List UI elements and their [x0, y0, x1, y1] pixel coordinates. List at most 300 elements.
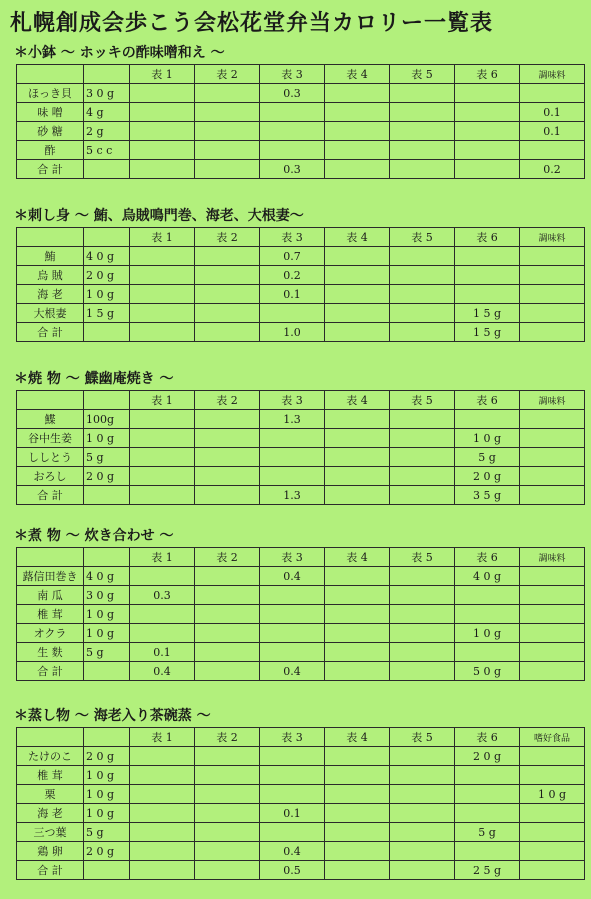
column-header: [84, 728, 130, 747]
table-cell: 0.3: [260, 84, 325, 103]
table-cell: [130, 842, 195, 861]
table-cell: [520, 84, 585, 103]
column-header: 嗜好食品: [520, 728, 585, 747]
table-cell: 0.4: [260, 842, 325, 861]
table-cell: [130, 103, 195, 122]
table-row: [17, 304, 585, 323]
table-cell: [520, 247, 585, 266]
column-header: 表 2: [195, 728, 260, 747]
section-title: ＊刺し身 〜 鮪、烏賊鳴門巻、海老、大根妻〜: [14, 208, 304, 224]
table-cell: [325, 766, 390, 785]
table-row: [17, 429, 585, 448]
ingredient-name: ししとう: [17, 448, 84, 467]
table-row: [17, 448, 585, 467]
column-header: 表 6: [455, 65, 520, 84]
table-cell: [390, 122, 455, 141]
table-cell: [260, 448, 325, 467]
column-header: 表 5: [390, 65, 455, 84]
table-cell: [325, 323, 390, 342]
table-cell: [520, 448, 585, 467]
ingredient-amount: 1 0 g: [84, 285, 130, 304]
table-cell: [195, 605, 260, 624]
table-cell: [455, 122, 520, 141]
ingredient-name: 南 瓜: [17, 586, 84, 605]
table-cell: [130, 785, 195, 804]
table-cell: [130, 323, 195, 342]
ingredient-name: 鰈: [17, 410, 84, 429]
table-cell: [520, 624, 585, 643]
table-cell: 0.1: [520, 122, 585, 141]
table-cell: [390, 861, 455, 880]
table-cell: [520, 605, 585, 624]
table-cell: [520, 766, 585, 785]
ingredient-name: 烏 賊: [17, 266, 84, 285]
table-cell: [390, 766, 455, 785]
table-header-row: [17, 728, 585, 747]
table-cell: 4 0 g: [455, 567, 520, 586]
table-cell: [195, 586, 260, 605]
column-header: [17, 728, 84, 747]
table-cell: [260, 122, 325, 141]
table-cell: [260, 103, 325, 122]
table-cell: [325, 410, 390, 429]
table-cell: [325, 304, 390, 323]
ingredient-amount: 1 0 g: [84, 785, 130, 804]
table-cell: [130, 266, 195, 285]
table-cell: [390, 429, 455, 448]
table-cell: [390, 285, 455, 304]
table-cell: [195, 141, 260, 160]
table-cell: [130, 486, 195, 505]
table-cell: [195, 266, 260, 285]
column-header: 表 4: [325, 65, 390, 84]
table-cell: [520, 804, 585, 823]
table-cell: [195, 804, 260, 823]
table-cell: 2 0 g: [455, 747, 520, 766]
ingredient-amount: 1 0 g: [84, 766, 130, 785]
ingredient-name: 海 老: [17, 804, 84, 823]
table-row: [17, 785, 585, 804]
table-cell: [130, 567, 195, 586]
table-row: [17, 804, 585, 823]
ingredient-name: 合 計: [17, 662, 84, 681]
ingredient-name: 三つ葉: [17, 823, 84, 842]
column-header: 調味料: [520, 228, 585, 247]
table-cell: [325, 586, 390, 605]
ingredient-amount: [84, 662, 130, 681]
table-cell: [260, 823, 325, 842]
table-row: [17, 410, 585, 429]
table-cell: 5 g: [455, 823, 520, 842]
ingredient-name: 合 計: [17, 861, 84, 880]
table-cell: 5 0 g: [455, 662, 520, 681]
table-cell: [195, 766, 260, 785]
column-header: 表 2: [195, 391, 260, 410]
column-header: 表 2: [195, 228, 260, 247]
column-header: 表 6: [455, 728, 520, 747]
table-cell: [325, 122, 390, 141]
table-cell: 1 0 g: [455, 429, 520, 448]
table-cell: [195, 160, 260, 179]
table-cell: 0.5: [260, 861, 325, 880]
table-cell: [325, 823, 390, 842]
table-cell: [520, 662, 585, 681]
ingredient-name: 生 麩: [17, 643, 84, 662]
table-cell: [260, 643, 325, 662]
table-cell: 1 0 g: [455, 624, 520, 643]
table-cell: [455, 785, 520, 804]
table-row: [17, 266, 585, 285]
table-cell: [520, 323, 585, 342]
table-cell: [390, 160, 455, 179]
column-header: 表 4: [325, 728, 390, 747]
column-header: 表 6: [455, 548, 520, 567]
table-cell: 0.1: [520, 103, 585, 122]
column-header: 表 6: [455, 228, 520, 247]
table-cell: [455, 804, 520, 823]
table-cell: 1.3: [260, 486, 325, 505]
column-header: 表 3: [260, 728, 325, 747]
table-row: [17, 747, 585, 766]
table-cell: [520, 643, 585, 662]
ingredient-name: 海 老: [17, 285, 84, 304]
ingredient-amount: 3 0 g: [84, 586, 130, 605]
ingredient-amount: 3 0 g: [84, 84, 130, 103]
table-cell: [520, 304, 585, 323]
table-cell: [455, 643, 520, 662]
ingredient-name: たけのこ: [17, 747, 84, 766]
column-header: [84, 65, 130, 84]
calorie-table: [16, 727, 585, 880]
column-header: 表 6: [455, 391, 520, 410]
table-cell: [260, 624, 325, 643]
ingredient-name: 椎 茸: [17, 766, 84, 785]
table-cell: [455, 247, 520, 266]
ingredient-amount: 4 0 g: [84, 247, 130, 266]
ingredient-name: オクラ: [17, 624, 84, 643]
table-cell: 0.3: [130, 586, 195, 605]
table-row: [17, 103, 585, 122]
ingredient-name: 味 噌: [17, 103, 84, 122]
table-cell: 1 5 g: [455, 304, 520, 323]
table-cell: 1 0 g: [520, 785, 585, 804]
table-cell: [390, 448, 455, 467]
ingredient-name: 砂 糖: [17, 122, 84, 141]
total-row: [17, 861, 585, 880]
column-header: [17, 391, 84, 410]
ingredient-amount: 2 0 g: [84, 842, 130, 861]
ingredient-name: 蕗信田巻き: [17, 567, 84, 586]
total-row: [17, 662, 585, 681]
table-cell: [260, 141, 325, 160]
table-cell: [325, 662, 390, 681]
column-header: 表 3: [260, 65, 325, 84]
ingredient-amount: 100g: [84, 410, 130, 429]
column-header: 表 4: [325, 228, 390, 247]
ingredient-name: 合 計: [17, 486, 84, 505]
calorie-table: [16, 64, 585, 179]
column-header: [17, 65, 84, 84]
table-cell: [390, 467, 455, 486]
table-row: [17, 766, 585, 785]
table-cell: [325, 448, 390, 467]
table-cell: 0.2: [520, 160, 585, 179]
table-cell: 5 g: [455, 448, 520, 467]
calorie-table: [16, 227, 585, 342]
table-cell: [325, 747, 390, 766]
table-cell: 0.3: [260, 160, 325, 179]
table-cell: [325, 429, 390, 448]
table-cell: [390, 247, 455, 266]
table-cell: [390, 624, 455, 643]
table-cell: [195, 842, 260, 861]
table-cell: [195, 785, 260, 804]
ingredient-name: 酢: [17, 141, 84, 160]
table-row: [17, 122, 585, 141]
ingredient-amount: 5 c c: [84, 141, 130, 160]
table-cell: [325, 605, 390, 624]
table-cell: [130, 122, 195, 141]
table-cell: [195, 103, 260, 122]
ingredient-name: 栗: [17, 785, 84, 804]
column-header: 調味料: [520, 391, 585, 410]
table-cell: [195, 323, 260, 342]
column-header: 表 4: [325, 391, 390, 410]
table-row: [17, 467, 585, 486]
table-cell: [325, 141, 390, 160]
table-row: [17, 141, 585, 160]
column-header: 表 3: [260, 228, 325, 247]
table-cell: [130, 747, 195, 766]
table-cell: [325, 247, 390, 266]
ingredient-amount: 1 0 g: [84, 605, 130, 624]
table-cell: [130, 624, 195, 643]
table-cell: [130, 304, 195, 323]
ingredient-name: おろし: [17, 467, 84, 486]
page-title: 札幌創成会歩こう会松花堂弁当カロリー一覧表: [10, 10, 494, 36]
table-cell: [260, 747, 325, 766]
column-header: 表 4: [325, 548, 390, 567]
table-cell: [520, 842, 585, 861]
table-cell: [390, 842, 455, 861]
table-cell: [195, 285, 260, 304]
table-cell: 0.7: [260, 247, 325, 266]
table-cell: [130, 285, 195, 304]
ingredient-name: 合 計: [17, 160, 84, 179]
table-cell: [195, 624, 260, 643]
table-header-row: [17, 65, 585, 84]
ingredient-amount: 5 g: [84, 643, 130, 662]
table-cell: [325, 861, 390, 880]
table-cell: [130, 605, 195, 624]
column-header: 表 1: [130, 391, 195, 410]
table-row: [17, 643, 585, 662]
total-row: [17, 486, 585, 505]
table-cell: [130, 448, 195, 467]
table-cell: [455, 586, 520, 605]
section-title: ＊蒸し物 〜 海老入り茶碗蒸 〜: [14, 708, 211, 724]
total-row: [17, 160, 585, 179]
table-cell: [325, 567, 390, 586]
table-cell: [195, 861, 260, 880]
ingredient-amount: 4 g: [84, 103, 130, 122]
table-row: [17, 624, 585, 643]
table-cell: 2 0 g: [455, 467, 520, 486]
table-cell: [195, 467, 260, 486]
table-cell: [520, 141, 585, 160]
ingredient-name: 合 計: [17, 323, 84, 342]
column-header: 表 1: [130, 228, 195, 247]
table-cell: 1.0: [260, 323, 325, 342]
table-cell: [390, 662, 455, 681]
table-cell: [130, 429, 195, 448]
table-cell: [130, 804, 195, 823]
calorie-table: [16, 547, 585, 681]
table-cell: [260, 766, 325, 785]
calorie-table: [16, 390, 585, 505]
table-cell: [520, 266, 585, 285]
table-cell: [390, 586, 455, 605]
table-cell: [260, 785, 325, 804]
column-header: [84, 391, 130, 410]
ingredient-name: 鶏 卵: [17, 842, 84, 861]
ingredient-amount: 2 0 g: [84, 747, 130, 766]
table-cell: [195, 304, 260, 323]
table-cell: [195, 247, 260, 266]
column-header: 表 3: [260, 548, 325, 567]
table-cell: [390, 643, 455, 662]
total-row: [17, 323, 585, 342]
table-cell: [520, 747, 585, 766]
column-header: 表 2: [195, 65, 260, 84]
table-cell: [455, 84, 520, 103]
table-cell: [325, 643, 390, 662]
table-cell: [325, 804, 390, 823]
table-cell: [390, 486, 455, 505]
table-cell: [195, 429, 260, 448]
table-cell: [130, 766, 195, 785]
ingredient-amount: 5 g: [84, 448, 130, 467]
ingredient-amount: 1 0 g: [84, 429, 130, 448]
ingredient-amount: 2 0 g: [84, 467, 130, 486]
table-cell: [390, 304, 455, 323]
table-header-row: [17, 548, 585, 567]
table-cell: [325, 103, 390, 122]
ingredient-name: 谷中生姜: [17, 429, 84, 448]
table-cell: [390, 823, 455, 842]
table-cell: [130, 84, 195, 103]
column-header: 表 1: [130, 65, 195, 84]
table-cell: [195, 486, 260, 505]
column-header: [84, 228, 130, 247]
table-cell: [195, 747, 260, 766]
table-cell: [520, 823, 585, 842]
table-cell: [520, 429, 585, 448]
table-cell: [325, 266, 390, 285]
table-cell: [195, 122, 260, 141]
table-cell: [325, 624, 390, 643]
table-cell: [195, 448, 260, 467]
ingredient-name: 鮪: [17, 247, 84, 266]
ingredient-amount: 2 g: [84, 122, 130, 141]
table-cell: [325, 84, 390, 103]
table-cell: [195, 643, 260, 662]
table-cell: [520, 285, 585, 304]
column-header: 表 5: [390, 548, 455, 567]
column-header: [17, 228, 84, 247]
table-cell: [390, 785, 455, 804]
column-header: [17, 548, 84, 567]
column-header: [84, 548, 130, 567]
table-cell: [455, 266, 520, 285]
table-cell: 0.1: [260, 285, 325, 304]
table-cell: [325, 785, 390, 804]
table-cell: [130, 410, 195, 429]
table-row: [17, 823, 585, 842]
table-cell: [130, 141, 195, 160]
table-cell: [455, 605, 520, 624]
table-cell: [520, 567, 585, 586]
column-header: 表 5: [390, 228, 455, 247]
table-cell: [455, 410, 520, 429]
table-cell: 0.1: [130, 643, 195, 662]
table-cell: 2 5 g: [455, 861, 520, 880]
table-cell: [130, 247, 195, 266]
table-cell: [130, 861, 195, 880]
ingredient-name: 大根妻: [17, 304, 84, 323]
table-cell: [390, 804, 455, 823]
ingredient-amount: 1 0 g: [84, 624, 130, 643]
table-row: [17, 586, 585, 605]
column-header: 表 1: [130, 548, 195, 567]
table-cell: [325, 842, 390, 861]
ingredient-name: 椎 茸: [17, 605, 84, 624]
table-cell: [260, 429, 325, 448]
table-cell: [195, 84, 260, 103]
table-cell: [520, 410, 585, 429]
ingredient-name: ほっき貝: [17, 84, 84, 103]
table-row: [17, 605, 585, 624]
table-cell: 0.4: [260, 567, 325, 586]
ingredient-amount: [84, 160, 130, 179]
column-header: 表 3: [260, 391, 325, 410]
section-title: ＊小鉢 〜 ホッキの酢味噌和え 〜: [14, 45, 225, 61]
ingredient-amount: [84, 861, 130, 880]
table-cell: [455, 842, 520, 861]
table-cell: [130, 823, 195, 842]
table-cell: 3 5 g: [455, 486, 520, 505]
ingredient-amount: 1 0 g: [84, 804, 130, 823]
section-title: ＊焼 物 〜 鰈幽庵焼き 〜: [14, 371, 174, 387]
table-cell: [195, 662, 260, 681]
column-header: 表 5: [390, 728, 455, 747]
column-header: 表 5: [390, 391, 455, 410]
table-cell: [520, 861, 585, 880]
table-cell: [260, 605, 325, 624]
table-cell: [520, 586, 585, 605]
table-cell: [390, 567, 455, 586]
table-cell: 0.2: [260, 266, 325, 285]
table-cell: [455, 103, 520, 122]
table-cell: 1 5 g: [455, 323, 520, 342]
column-header: 表 1: [130, 728, 195, 747]
section-title: ＊煮 物 〜 炊き合わせ 〜: [14, 528, 174, 544]
table-cell: [130, 160, 195, 179]
table-cell: [390, 323, 455, 342]
table-cell: [455, 285, 520, 304]
table-cell: 0.4: [130, 662, 195, 681]
ingredient-amount: [84, 323, 130, 342]
